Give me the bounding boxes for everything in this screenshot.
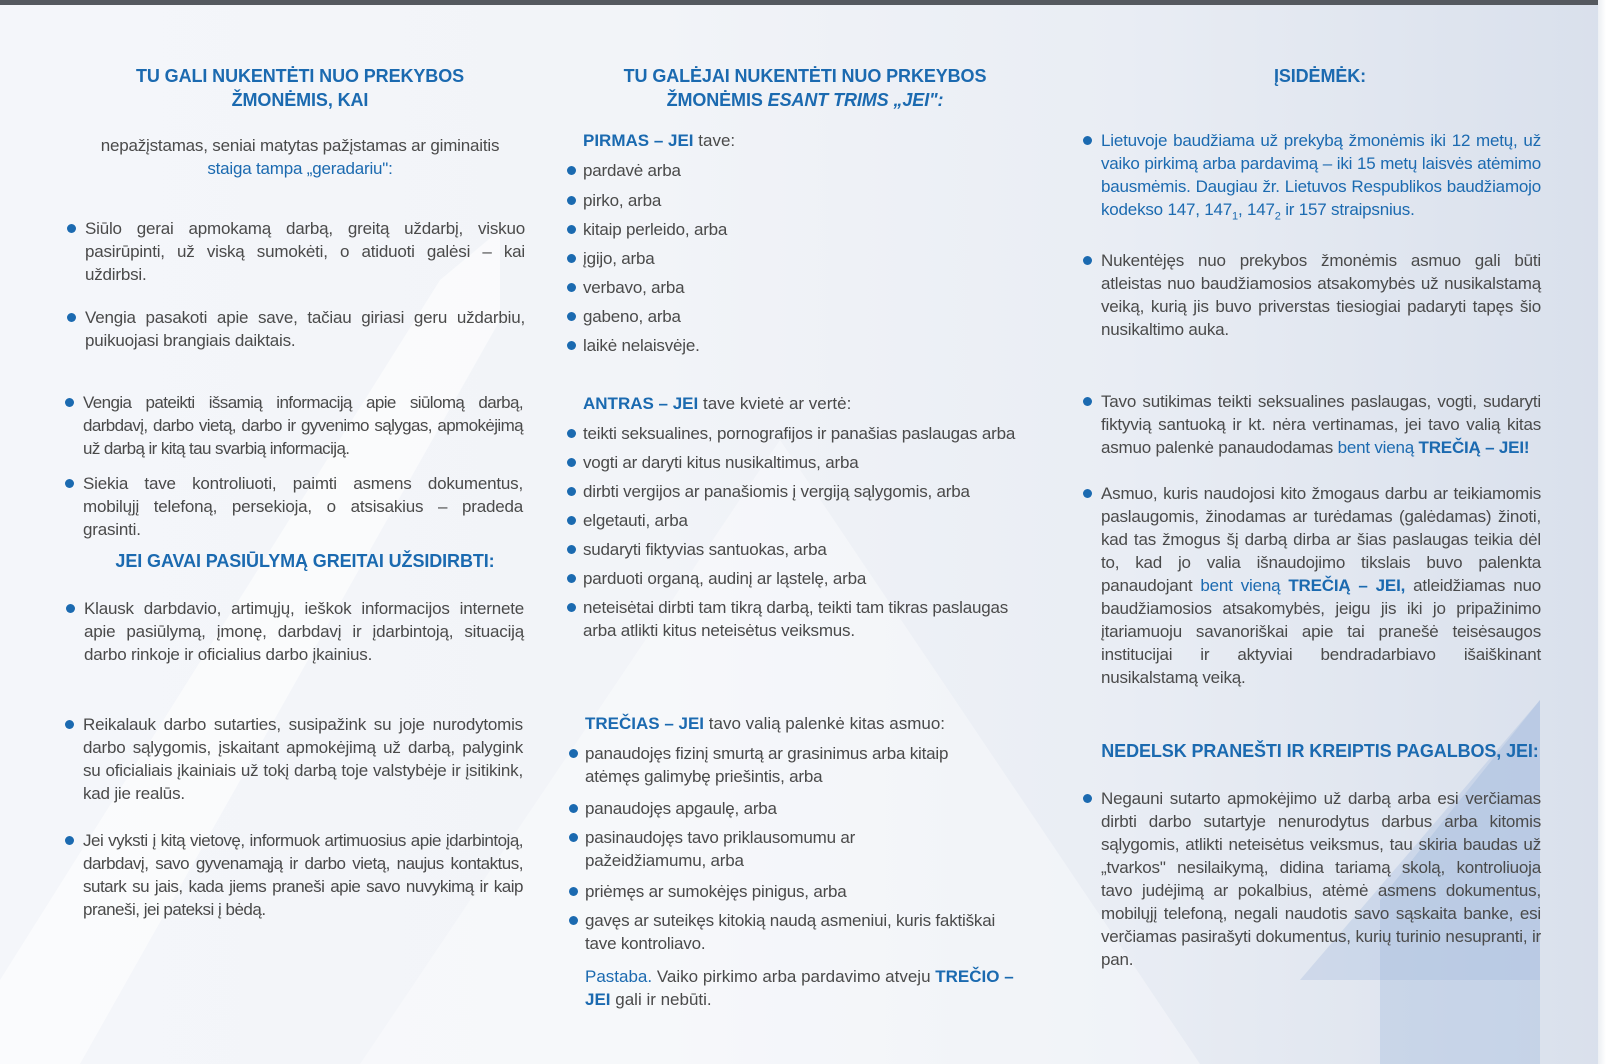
left-intro	[60, 134, 540, 180]
left-intro-line1: nepažįstamas, seniai matytas pažįstamas ar giminaitis	[100, 136, 500, 155]
left-bullet-7: Jei vyksti į kitą vietovę, informuok artimuosius apie įdarbintoją, darbdavį, savo gyvenamąją ir darbo vietą, naujus kontaktus, sutark su jais, kada jiems praneši apie savo nuvykimą ir kaip praneši, jei pateksi į bėdą.	[83, 831, 523, 919]
right-para-2: Nukentėjęs nuo prekybos žmonėmis asmuo gali būti atleistas nuo baudžiamosios atsakomybės už nusikalstamą veiką, kurią jis buvo priverstas tiesiogiai padaryti tapęs šio nusikaltimo auka.	[1101, 251, 1541, 339]
right-para-4: Asmuo, kuris naudojosi kito žmogaus darbu ar teikiamomis paslaugomis, žinodamas ar turėdamas (galėdamas) žinoti, kad tas žmogus šį darbą dirba ar šias paslaugas teikia dėl to, kad jo valia išnaudojimo tikslais buvo palenkta panaudojant bent vieną TREČIĄ – JEI, atleidžiamas nuo baudžiamosios atsakomybės, jeigu jis iki jo pripažinimo įtariamuoju savanoriškai apie tai pranešė teisėsaugos institucijai ir aktyviai bendradarbiavo išaiškinant nusikalstamą veiką.	[1101, 484, 1541, 687]
left-heading	[80, 64, 520, 112]
right-heading: ĮSIDĖMĖK:	[1273, 66, 1367, 86]
second-item: sudaryti fiktyvias santuokas, arba	[583, 540, 827, 559]
left-heading-line1: TU GALI NUKENTĖTI NUO PREKYBOS	[135, 66, 464, 86]
note: Pastaba. Vaiko pirkimo arba pardavimo atveju TREČIO – JEI gali ir nebūti.	[585, 967, 1014, 1009]
left-bullet-5: Klausk darbdavio, artimųjų, ieškok informacijos internete apie pasiūlymą, įmonę, darbdavį ir įdarbintoją, situaciją darbo rinkoje ir oficialius darbo įkainius.	[84, 599, 524, 664]
first-item: gabeno, arba	[583, 307, 681, 326]
right-heading-2: NEDELSK PRANEŠTI IR KREIPTIS PAGALBOS, JEI:	[1101, 741, 1539, 761]
second-item: vogti ar daryti kitus nusikaltimus, arba	[583, 453, 859, 472]
first-item: įgijo, arba	[583, 249, 655, 268]
second-item: neteisėtai dirbti tam tikrą darbą, teikti tam tikras paslaugas arba atlikti kitus neteisėtus veiksmus.	[583, 596, 1033, 642]
middle-heading-line2: ŽMONĖMIS ESANT TRIMS „JEI":	[666, 90, 944, 110]
second-item: parduoti organą, audinį ar ląstelę, arba	[583, 569, 867, 588]
middle-heading-line1: TU GALĖJAI NUKENTĖTI NUO PRKEYBOS	[623, 66, 987, 86]
left-bullet-4: Siekia tave kontroliuoti, paimti asmens dokumentus, mobilųjį telefoną, persekioja, o atsisakius – pradeda grasinti.	[83, 474, 523, 539]
second-jei-lead: ANTRAS – JEI tave kvietė ar vertė:	[583, 394, 852, 413]
left-heading-line2: ŽMONĖMIS, KAI	[231, 90, 369, 110]
first-item: kitaip perleido, arba	[583, 220, 728, 239]
right-para-5: Negauni sutarto apmokėjimo už darbą arba esi verčiamas dirbti darbo sutartyje nenurodytus darbus arba kitomis sąlygomis, atlikti neteisėtus veiksmus, tau skiria baudas už „tvarkos" nesilaikymą, didina tariamą skolą, kontroliuoja tavo judėjimą ar pokalbius, atėmė asmens dokumentus, mobilųjį telefoną, negali naudotis savo sąskaita banke, esi verčiamas pasirašyti dokumentus, kurių turinio nesupranti, ir pan.	[1101, 789, 1541, 969]
second-item: elgetauti, arba	[583, 511, 688, 530]
right-para-3: Tavo sutikimas teikti seksualines paslaugas, vogti, sudaryti fiktyvią santuoką ir kt. nėra vertinamas, jei tavo valią kitas asmuo palenkė panaudodamas bent vieną TREČIĄ – JEI!	[1101, 392, 1541, 457]
left-bullet-3: Vengia pateikti išsamią informaciją apie siūlomą darbą, darbdavį, darbo vietą, darbo ir gyvenimo sąlygas, apmokėjimą už darbą ir kitą tau svarbią informaciją.	[83, 393, 523, 458]
first-item: verbavo, arba	[583, 278, 685, 297]
third-item: gavęs ar suteikęs kitokią naudą asmeniui, kuris faktiškai tave kontroliavo.	[585, 909, 1015, 955]
third-item: priėmęs ar sumokėjęs pinigus, arba	[585, 882, 847, 901]
second-item: dirbti vergijos ar panašiomis į vergiją sąlygomis, arba	[583, 482, 970, 501]
first-item: laikė nelaisvėje.	[583, 336, 700, 355]
left-bullet-1: Siūlo gerai apmokamą darbą, greitą uždarbį, viskuo pasirūpinti, už viską sumokėti, o atiduoti galėsi – kai uždirbsi.	[85, 219, 525, 284]
page-edge	[1598, 0, 1606, 1064]
third-item: panaudojęs apgaulę, arba	[585, 799, 777, 818]
third-jei-lead: TREČIAS – JEI tavo valią palenkė kitas asmuo:	[585, 714, 946, 733]
third-item: pasinaudojęs tavo priklausomumu ar pažeidžiamumu, arba	[585, 826, 885, 872]
middle-heading	[580, 64, 1030, 112]
right-para-1: Lietuvoje baudžiama už prekybą žmonėmis iki 12 metų, už vaiko pirkimą arba pardavimą – iki 15 metų laisvės atėmimo bausmėmis. Daugiau žr. Lietuvos Respublikos baudžiamojo kodekso 147, $147_1$, $147_2$ ir 157 straipsnius.	[1101, 129, 1541, 228]
left-bullet-2: Vengia pasakoti apie save, tačiau giriasi geru uždarbiu, puikuojasi brangiais daiktais.	[85, 308, 525, 350]
first-item: pirko, arba	[583, 191, 662, 210]
third-item: panaudojęs fizinį smurtą ar grasinimus arba kitaip atėmęs galimybę priešintis, arba	[585, 742, 985, 788]
left-heading-2: JEI GAVAI PASIŪLYMĄ GREITAI UŽSIDIRBTI:	[115, 551, 495, 571]
second-item: teikti seksualines, pornografijos ir panašias paslaugas arba	[583, 424, 1016, 443]
first-item: pardavė arba	[583, 161, 681, 180]
left-intro-line2: staiga tampa „geradariu":	[207, 159, 393, 178]
left-bullet-6: Reikalauk darbo sutarties, susipažink su joje nurodytomis darbo sąlygomis, įskaitant apmokėjimą už darbą, palygink su oficialiais įkainiais už tokį darbą toje valstybėje ir įsitikink, kad jie realūs.	[83, 715, 523, 803]
first-jei-lead: PIRMAS – JEI tave:	[583, 131, 736, 150]
